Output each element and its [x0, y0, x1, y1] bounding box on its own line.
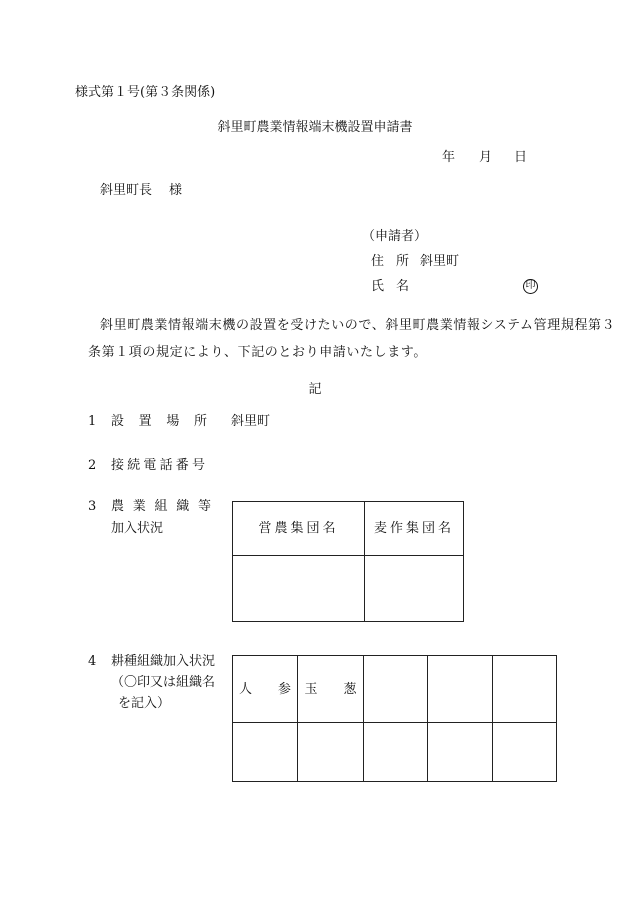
wheat-group-header: 麦作集団名	[365, 502, 464, 556]
document-title: 斜里町農業情報端末機設置申請書	[217, 120, 413, 135]
item-1-label-char: 場	[166, 414, 180, 429]
name-label-char-1: 氏	[371, 279, 385, 294]
body-text-line-1: 斜里町農業情報端末機の設置を受けたいので、斜里町農業情報システム管理規程第３	[100, 318, 616, 333]
crop-entry-cell[interactable]	[493, 723, 557, 782]
item-1-label-char: 所	[193, 414, 207, 429]
applicant-label: （申請者）	[362, 229, 428, 244]
crop-header-blank[interactable]	[364, 656, 428, 723]
date-month: 月	[479, 150, 493, 165]
item-1-label-char: 設	[111, 414, 125, 429]
farm-group-table	[232, 501, 464, 622]
address-label-char-2: 所	[396, 254, 410, 269]
addressee-name: 斜里町長	[100, 183, 153, 198]
wheat-group-entry-cell[interactable]	[365, 556, 464, 622]
item-2-number: 2	[88, 458, 97, 473]
item-4-label-line-3: を記入）	[118, 696, 171, 711]
farm-group-entry-cell[interactable]	[233, 556, 365, 622]
crop-entry-cell[interactable]	[233, 723, 298, 782]
onion-header: 玉 葱	[298, 656, 364, 723]
item-3-number: 3	[88, 499, 97, 514]
ki-heading: 記	[308, 382, 322, 397]
item-2-label: 接続電話番号	[111, 458, 209, 473]
body-text-line-2: 条第１項の規定により、下記のとおり申請いたします。	[88, 345, 427, 360]
item-3-label-char: 組	[154, 499, 168, 514]
seal-mark	[523, 278, 538, 294]
crop-header-blank[interactable]	[493, 656, 557, 723]
item-3-label-line-2: 加入状況	[111, 521, 164, 536]
date-day: 日	[514, 150, 528, 165]
carrot-header: 人 参	[233, 656, 298, 723]
applicant-address-value: 斜里町	[420, 254, 460, 269]
item-4-number: 4	[88, 654, 97, 669]
item-3-label-char: 等	[197, 499, 211, 514]
date-year: 年	[442, 150, 456, 165]
item-3-label-char: 農	[111, 499, 125, 514]
address-label-char-1: 住	[371, 254, 385, 269]
addressee-honorific: 様	[169, 183, 183, 198]
item-1-label	[111, 415, 207, 428]
name-label-char-2: 名	[396, 279, 410, 294]
seal-icon: 印	[523, 279, 538, 294]
crop-entry-cell[interactable]	[298, 723, 364, 782]
farm-group-header: 営農集団名	[233, 502, 365, 556]
item-3-label-char: 業	[132, 499, 146, 514]
crop-entry-cell[interactable]	[364, 723, 428, 782]
item-1-value: 斜里町	[231, 414, 271, 429]
crop-group-table	[232, 655, 557, 782]
item-4-label-line-1: 耕種組織加入状況	[111, 654, 216, 669]
crop-header-blank[interactable]	[428, 656, 493, 723]
item-3-label-char: 織	[176, 499, 190, 514]
item-3-label-line-1	[111, 500, 211, 513]
crop-entry-cell[interactable]	[428, 723, 493, 782]
item-1-number: 1	[88, 414, 97, 429]
item-1-label-char: 置	[138, 414, 152, 429]
form-number: 様式第１号(第３条関係)	[75, 85, 216, 100]
item-4-label-line-2: （〇印又は組織名	[111, 675, 216, 690]
